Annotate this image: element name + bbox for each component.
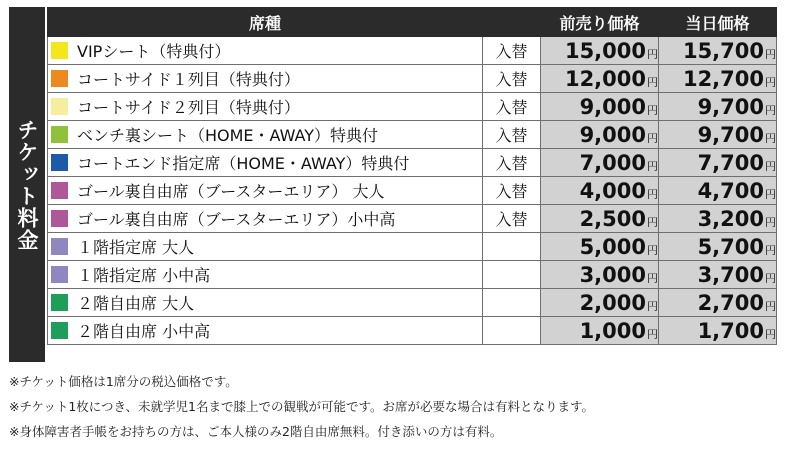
dayof-price-value: 1,700 xyxy=(697,318,764,343)
advance-price-value: 9,000 xyxy=(579,122,646,147)
advance-price-cell xyxy=(541,65,659,93)
dayof-price-value: 12,700 xyxy=(682,66,764,91)
color-swatch xyxy=(51,294,68,311)
yen-unit: 円 xyxy=(765,75,776,89)
dayof-price-value: 3,700 xyxy=(697,262,764,287)
seat-name: ベンチ裏シート（HOME・AWAY）特典付 xyxy=(77,126,379,145)
seat-cell xyxy=(48,121,483,149)
advance-price-value: 7,000 xyxy=(579,150,646,175)
color-swatch xyxy=(51,210,68,227)
seat-cell xyxy=(48,177,483,205)
notes xyxy=(9,369,794,444)
seat-cell xyxy=(48,233,483,261)
dayof-price-value: 9,700 xyxy=(697,122,764,147)
dayof-price-cell xyxy=(659,65,777,93)
seat-cell xyxy=(48,149,483,177)
advance-price-cell xyxy=(541,37,659,65)
dayof-price-value: 9,700 xyxy=(697,94,764,119)
yen-unit: 円 xyxy=(765,103,776,117)
advance-price-value: 3,000 xyxy=(579,262,646,287)
table-row xyxy=(48,261,777,289)
exchange-cell: 入替 xyxy=(483,37,541,65)
color-swatch xyxy=(51,182,68,199)
advance-price-cell xyxy=(541,261,659,289)
color-swatch xyxy=(51,266,68,283)
seat-name: コートエンド指定席（HOME・AWAY）特典付 xyxy=(77,154,410,173)
header-dayof-price: 当日価格 xyxy=(659,8,777,37)
side-label-text: チケット料金 xyxy=(15,118,39,251)
color-swatch xyxy=(51,322,68,339)
advance-price-value: 12,000 xyxy=(564,66,646,91)
yen-unit: 円 xyxy=(765,47,776,61)
advance-price-cell xyxy=(541,289,659,317)
yen-unit: 円 xyxy=(647,187,658,201)
advance-price-value: 4,000 xyxy=(579,178,646,203)
seat-cell xyxy=(48,65,483,93)
header-exchange xyxy=(483,8,541,37)
note-line: ※身体障害者手帳をお持ちの方は、ご本人様のみ2階自由席無料。付き添いの方は有料。 xyxy=(9,424,503,439)
exchange-cell xyxy=(483,261,541,289)
yen-unit: 円 xyxy=(765,159,776,173)
yen-unit: 円 xyxy=(765,187,776,201)
color-swatch xyxy=(51,154,68,171)
yen-unit: 円 xyxy=(647,131,658,145)
yen-unit: 円 xyxy=(647,271,658,285)
seat-name: ゴール裏自由席（ブースターエリア）小中高 xyxy=(77,210,396,229)
dayof-price-value: 15,700 xyxy=(682,38,764,63)
exchange-cell: 入替 xyxy=(483,65,541,93)
header-seat-type: 席種 xyxy=(48,8,483,37)
dayof-price-cell xyxy=(659,233,777,261)
seat-cell xyxy=(48,317,483,345)
dayof-price-value: 7,700 xyxy=(697,150,764,175)
table-row xyxy=(48,121,777,149)
exchange-cell xyxy=(483,289,541,317)
dayof-price-cell xyxy=(659,317,777,345)
header-advance-price: 前売り価格 xyxy=(541,8,659,37)
exchange-cell: 入替 xyxy=(483,205,541,233)
yen-unit: 円 xyxy=(647,103,658,117)
dayof-price-value: 5,700 xyxy=(697,234,764,259)
seat-name: ２階自由席 大人 xyxy=(77,294,195,313)
yen-unit: 円 xyxy=(765,215,776,229)
advance-price-value: 2,500 xyxy=(579,206,646,231)
exchange-cell: 入替 xyxy=(483,121,541,149)
dayof-price-cell xyxy=(659,37,777,65)
note-line: ※チケット1枚につき、未就学児1名まで膝上での観戦が可能です。お席が必要な場合は有料となります。 xyxy=(9,399,595,414)
dayof-price-value: 2,700 xyxy=(697,290,764,315)
exchange-cell xyxy=(483,233,541,261)
yen-unit: 円 xyxy=(765,299,776,313)
advance-price-cell xyxy=(541,149,659,177)
advance-price-value: 15,000 xyxy=(564,38,646,63)
dayof-price-cell xyxy=(659,149,777,177)
color-swatch xyxy=(51,238,68,255)
yen-unit: 円 xyxy=(647,47,658,61)
advance-price-cell xyxy=(541,205,659,233)
dayof-price-cell xyxy=(659,289,777,317)
seat-name: コートサイド１列目（特典付） xyxy=(77,70,300,89)
dayof-price-cell xyxy=(659,177,777,205)
dayof-price-cell xyxy=(659,261,777,289)
yen-unit: 円 xyxy=(765,271,776,285)
color-swatch xyxy=(51,70,68,87)
advance-price-value: 2,000 xyxy=(579,290,646,315)
dayof-price-value: 4,700 xyxy=(697,178,764,203)
color-swatch xyxy=(51,98,68,115)
dayof-price-cell xyxy=(659,93,777,121)
seat-cell xyxy=(48,37,483,65)
seat-cell xyxy=(48,289,483,317)
seat-cell xyxy=(48,261,483,289)
table-row xyxy=(48,149,777,177)
dayof-price-cell xyxy=(659,121,777,149)
seat-cell xyxy=(48,205,483,233)
dayof-price-cell xyxy=(659,205,777,233)
yen-unit: 円 xyxy=(647,215,658,229)
advance-price-cell xyxy=(541,121,659,149)
seat-name: コートサイド２列目（特典付） xyxy=(77,98,300,117)
yen-unit: 円 xyxy=(765,131,776,145)
exchange-cell: 入替 xyxy=(483,93,541,121)
header-row xyxy=(48,8,777,37)
advance-price-cell xyxy=(541,177,659,205)
seat-cell xyxy=(48,93,483,121)
note-line: ※チケット価格は1席分の税込価格です。 xyxy=(9,374,238,389)
yen-unit: 円 xyxy=(647,243,658,257)
yen-unit: 円 xyxy=(647,299,658,313)
table-row xyxy=(48,37,777,65)
ticket-price-side-label xyxy=(9,7,45,362)
advance-price-cell xyxy=(541,233,659,261)
seat-name: VIPシート（特典付） xyxy=(77,42,231,61)
table-row xyxy=(48,317,777,345)
exchange-cell xyxy=(483,317,541,345)
table-row xyxy=(48,177,777,205)
table-row xyxy=(48,65,777,93)
exchange-cell: 入替 xyxy=(483,177,541,205)
yen-unit: 円 xyxy=(765,327,776,341)
table-row xyxy=(48,289,777,317)
price-table xyxy=(47,7,777,345)
seat-name: １階指定席 小中高 xyxy=(77,266,211,285)
color-swatch xyxy=(51,42,68,59)
advance-price-value: 9,000 xyxy=(579,94,646,119)
table-row xyxy=(48,93,777,121)
yen-unit: 円 xyxy=(765,243,776,257)
seat-name: ２階自由席 小中高 xyxy=(77,322,211,341)
advance-price-cell xyxy=(541,93,659,121)
yen-unit: 円 xyxy=(647,75,658,89)
advance-price-value: 5,000 xyxy=(579,234,646,259)
yen-unit: 円 xyxy=(647,327,658,341)
advance-price-cell xyxy=(541,317,659,345)
table-row xyxy=(48,233,777,261)
advance-price-value: 1,000 xyxy=(579,318,646,343)
seat-name: １階指定席 大人 xyxy=(77,238,195,257)
seat-name: ゴール裏自由席（ブースターエリア） 大人 xyxy=(77,182,385,201)
table-row xyxy=(48,205,777,233)
exchange-cell: 入替 xyxy=(483,149,541,177)
yen-unit: 円 xyxy=(647,159,658,173)
dayof-price-value: 3,200 xyxy=(697,206,764,231)
color-swatch xyxy=(51,126,68,143)
